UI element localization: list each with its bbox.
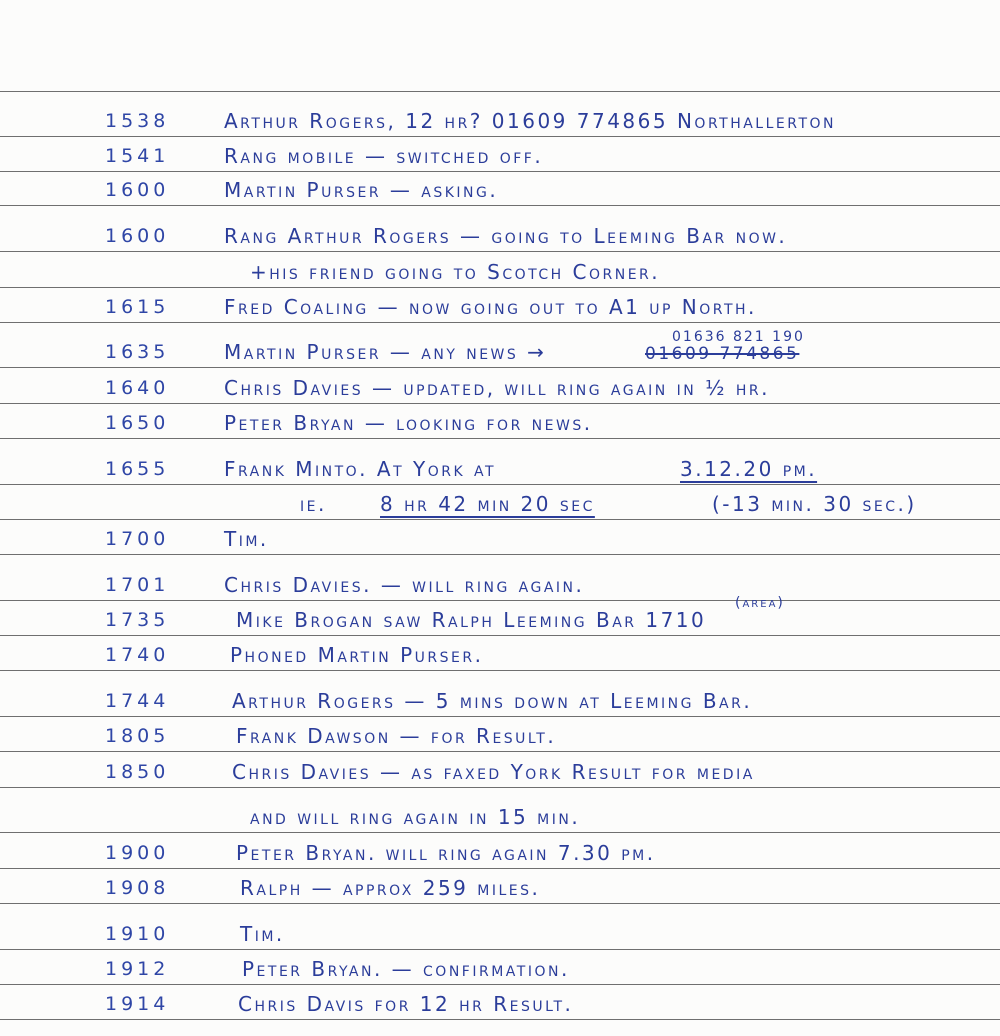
entry-text: Tim.: [240, 922, 285, 946]
ruled-line: [0, 949, 1000, 950]
entry-text: Chris Davies — as faxed York Result for media: [232, 760, 755, 784]
log-entry-continuation: [0, 257, 1000, 287]
log-entry-continuation: [0, 489, 1000, 519]
entry-time: 1850: [105, 761, 170, 783]
entry-time: 1640: [105, 377, 170, 399]
log-entry: [0, 141, 1000, 171]
entry-text: and will ring again in 15 min.: [250, 805, 581, 829]
log-entry: [0, 640, 1000, 670]
entry-text: Chris Davies. — will ring again.: [224, 573, 585, 597]
ruled-line: [0, 519, 1000, 520]
ruled-line: [0, 205, 1000, 206]
log-entry: [0, 570, 1000, 600]
ruled-line: [0, 438, 1000, 439]
entry-time: 1735: [105, 609, 170, 631]
entry-time: 1910: [105, 923, 170, 945]
ruled-line: [0, 600, 1000, 601]
log-entry: [0, 721, 1000, 751]
entry-text: Frank Dawson — for Result.: [236, 724, 557, 748]
entry-text: Rang Arthur Rogers — going to Leeming Bar now.: [224, 224, 788, 248]
ruled-line: [0, 403, 1000, 404]
log-entry: [0, 873, 1000, 903]
entry-text: Chris Davis for 12 hr Result.: [238, 992, 574, 1016]
entry-time: 1914: [105, 993, 170, 1015]
entry-time: 1635: [105, 341, 170, 363]
ruled-line: [0, 635, 1000, 636]
entry-time: 1701: [105, 574, 170, 596]
ruled-line: [0, 287, 1000, 288]
ruled-line: [0, 670, 1000, 671]
entry-text: Arthur Rogers, 12 hr? 01609 774865 Northallerton: [224, 109, 837, 133]
corrected-phone-number: 01636 821 190: [672, 329, 805, 345]
ruled-line: [0, 984, 1000, 985]
log-entry: [0, 524, 1000, 554]
ruled-line: [0, 868, 1000, 869]
struck-phone-number: 01609 774865: [645, 344, 800, 364]
ruled-line: [0, 91, 1000, 92]
log-entry: [0, 106, 1000, 136]
log-entry-continuation: [0, 802, 1000, 832]
entry-text: Ralph — approx 259 miles.: [240, 876, 541, 900]
entry-text: Phoned Martin Purser.: [230, 643, 484, 667]
entry-time: 1912: [105, 958, 170, 980]
entry-text: Peter Bryan. — confirmation.: [242, 957, 570, 981]
log-entry: [0, 221, 1000, 251]
entry-text: Martin Purser — asking.: [224, 178, 499, 202]
log-entry: [0, 454, 1000, 484]
log-entry: [0, 329, 1000, 367]
log-entry: [0, 757, 1000, 787]
entry-text: Fred Coaling — now going out to A1 up North.: [224, 295, 757, 319]
ruled-line: [0, 251, 1000, 252]
entry-time: 1650: [105, 412, 170, 434]
entry-time: 1600: [105, 225, 170, 247]
ruled-line: [0, 832, 1000, 833]
entry-text: Tim.: [224, 527, 269, 551]
ruled-line: [0, 1019, 1000, 1020]
ruled-line: [0, 787, 1000, 788]
ruled-line: [0, 903, 1000, 904]
entry-time: 1700: [105, 528, 170, 550]
entry-time: 1600: [105, 179, 170, 201]
entry-time: 1541: [105, 145, 170, 167]
ruled-line: [0, 484, 1000, 485]
ruled-line: [0, 554, 1000, 555]
entry-text: +his friend going to Scotch Corner.: [250, 260, 661, 284]
log-entry: [0, 373, 1000, 403]
entry-text: Rang mobile — switched off.: [224, 144, 544, 168]
time-difference: (-13 min. 30 sec.): [712, 492, 917, 516]
entry-time: 1900: [105, 842, 170, 864]
arrival-time: 3.12.20 pm.: [680, 457, 818, 481]
ruled-line: [0, 322, 1000, 323]
entry-time: 1744: [105, 690, 170, 712]
entry-text: Peter Bryan — looking for news.: [224, 411, 593, 435]
entry-time: 1655: [105, 458, 170, 480]
entry-time: 1805: [105, 725, 170, 747]
entry-text: Martin Purser — any news →: [224, 340, 547, 364]
ruled-line: [0, 367, 1000, 368]
ruled-line: [0, 716, 1000, 717]
log-entry: [0, 838, 1000, 868]
entry-time: 1740: [105, 644, 170, 666]
entry-text: Peter Bryan. will ring again 7.30 pm.: [236, 841, 656, 865]
log-entry: [0, 989, 1000, 1019]
log-entry: [0, 292, 1000, 322]
log-entry: [0, 686, 1000, 716]
log-entry: [0, 175, 1000, 205]
log-entry: [0, 595, 1000, 635]
ruled-line: [0, 751, 1000, 752]
entry-text: Chris Davies — updated, will ring again in ½ hr.: [224, 376, 770, 400]
log-entry: [0, 408, 1000, 438]
entry-time: 1538: [105, 110, 170, 132]
area-note: (area): [735, 595, 785, 611]
entry-time: 1908: [105, 877, 170, 899]
ruled-line: [0, 136, 1000, 137]
entry-text: Mike Brogan saw Ralph Leeming Bar 1710: [236, 608, 707, 632]
elapsed-time: 8 hr 42 min 20 sec: [380, 492, 595, 516]
log-entry: [0, 919, 1000, 949]
entry-text: Frank Minto. At York at: [224, 457, 497, 481]
entry-text: Arthur Rogers — 5 mins down at Leeming Bar.: [232, 689, 753, 713]
entry-prefix: ie.: [300, 492, 327, 516]
entry-time: 1615: [105, 296, 170, 318]
log-entry: [0, 954, 1000, 984]
ruled-line: [0, 171, 1000, 172]
